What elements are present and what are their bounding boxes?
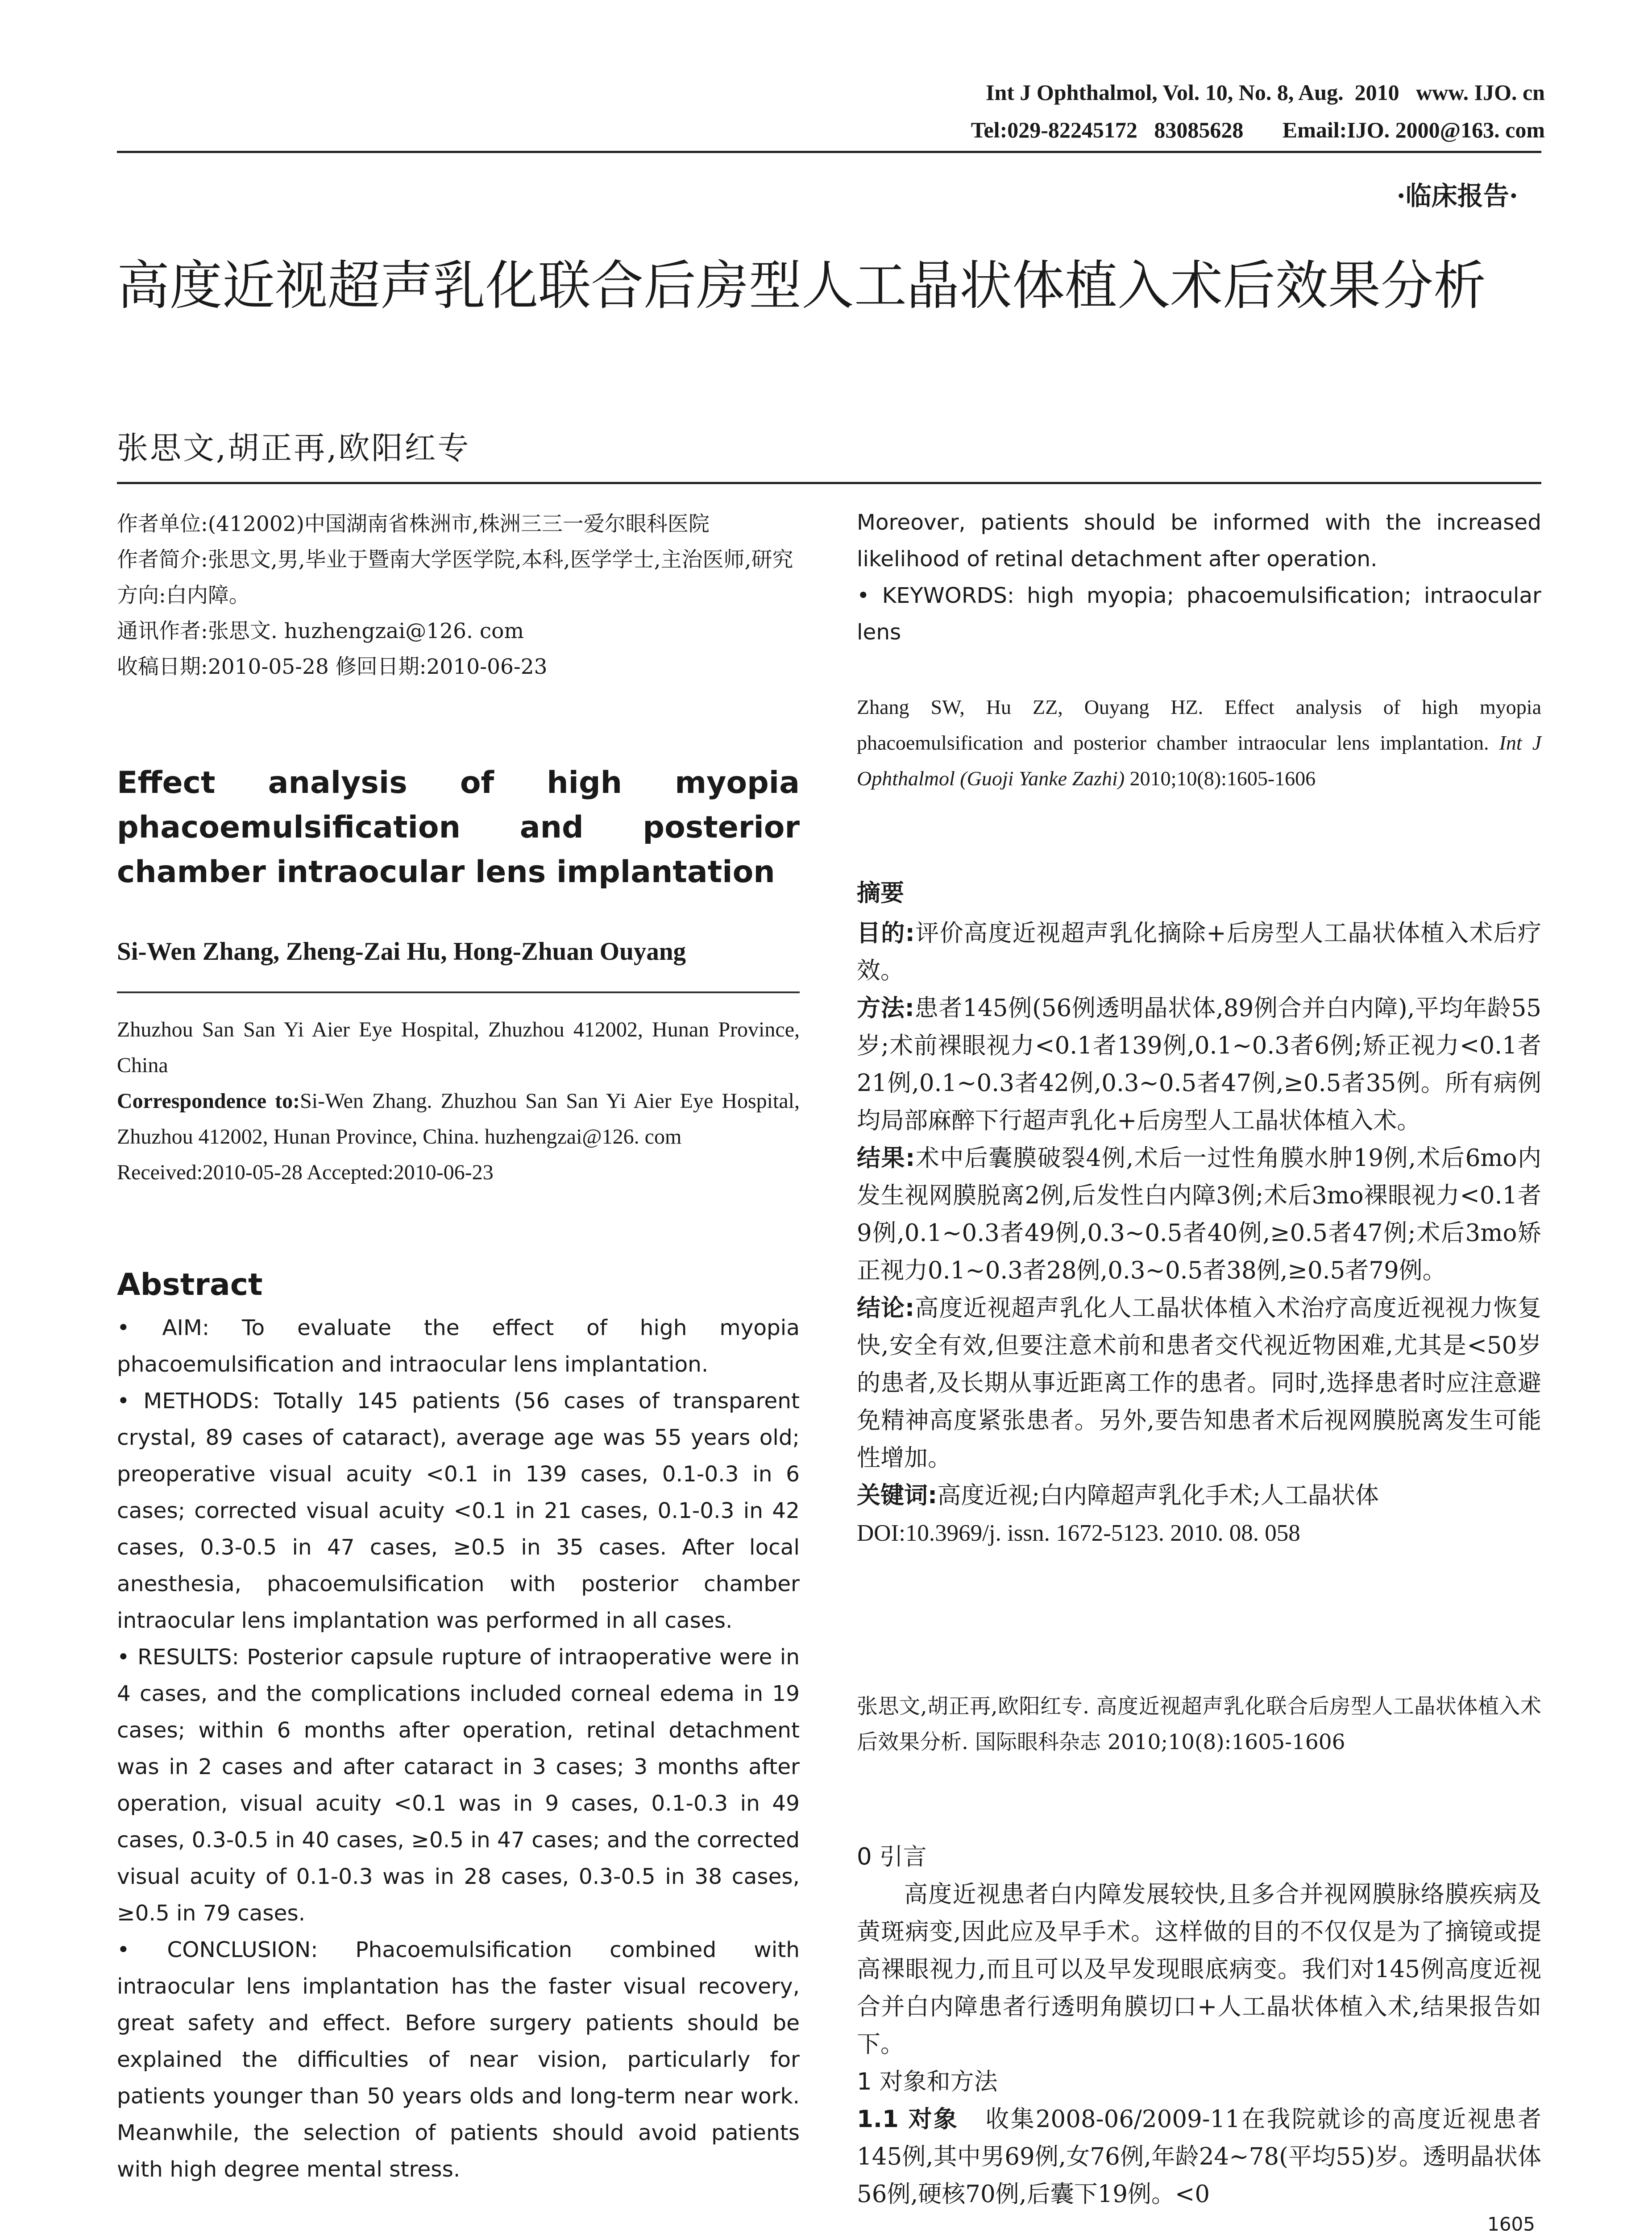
results-cn-label: 结果: bbox=[857, 1145, 915, 1172]
intro-heading: 0 引言 bbox=[857, 1843, 927, 1870]
author-info bbox=[117, 506, 800, 685]
authors-en: Si-Wen Zhang, Zheng-Zai Hu, Hong-Zhuan Ouyang bbox=[117, 937, 686, 966]
received-dates-en: Received:2010-05-28 Accepted:2010-06-23 bbox=[117, 1161, 494, 1184]
citation-en-journal: Int J Ophthalmol (Guoji Yanke Zazhi) bbox=[857, 731, 1541, 790]
introduction bbox=[857, 1838, 1541, 2213]
abstract-cn-heading: 摘要 bbox=[857, 879, 904, 907]
abstract-en-body bbox=[117, 1310, 800, 2188]
page-title: 高度近视超声乳化联合后房型人工晶状体植入术后效果分析 bbox=[117, 255, 1486, 316]
abstract-conclusion: • CONCLUSION: Phacoemulsification combined with intraocular lens implantation has the faster visual recovery, great safety and effect. Before surgery patients should be explained the difficulties of near vision, particularly for patients younger than 50 years olds and long-term near work. Meanwhile, the selection of patients should avoid patients with high degree mental stress. bbox=[117, 1937, 800, 2182]
correspondence-label: Correspondence to: bbox=[117, 1089, 300, 1113]
abstract-conclusion-cont: Moreover, patients should be informed with the increased likelihood of retinal detachment after operation. bbox=[857, 510, 1541, 572]
section1-sub-label: 1.1 对象 bbox=[857, 2106, 959, 2133]
abstract-aim: • AIM: To evaluate the effect of high myopia phacoemulsification and intraocular lens implantation. bbox=[117, 1315, 800, 1377]
citation-en-text: Zhang SW, Hu ZZ, Ouyang HZ. Effect analysis of high myopia phacoemulsification and posterior chamber intraocular lens implantation. bbox=[857, 696, 1541, 754]
header-rule bbox=[117, 151, 1541, 153]
citation-cn-block bbox=[857, 1689, 1541, 1760]
affiliation bbox=[117, 1012, 800, 1190]
keywords-cn-text: 高度近视;白内障超声乳化手术;人工晶状体 bbox=[937, 1482, 1379, 1509]
authors-rule bbox=[117, 991, 800, 993]
author-bio: 作者简介:张思文,男,毕业于暨南大学医学院,本科,医学学士,主治医师,研究方向:白内障。 bbox=[117, 547, 793, 608]
aim-cn-text: 评价高度近视超声乳化摘除+后房型人工晶状体植入术后疗效。 bbox=[857, 920, 1541, 984]
title-rule bbox=[117, 482, 1541, 484]
journal-header-line1: Int J Ophthalmol, Vol. 10, No. 8, Aug. 2010 www. IJO. cn bbox=[985, 80, 1545, 105]
correspondence bbox=[117, 1083, 800, 1155]
conclusion-cn-label: 结论: bbox=[857, 1294, 915, 1322]
section-tag: ·临床报告· bbox=[1396, 181, 1518, 211]
conclusion-cn-text: 高度近视超声乳化人工晶状体植入术治疗高度近视视力恢复快,安全有效,但要注意术前和患者交代视近物困难,尤其是<50岁的患者,及长期从事近距离工作的患者。同时,选择患者时应注意避免精神高度紧张患者。另外,要告知患者术后视网膜脱离发生可能性增加。 bbox=[857, 1294, 1542, 1472]
affiliation-text: Zhuzhou San San Yi Aier Eye Hospital, Zhuzhou 412002, Hunan Province, China bbox=[117, 1018, 800, 1077]
correspondence-text: Si-Wen Zhang. Zhuzhou San San Yi Aier Eye Hospital, Zhuzhou 412002, Hunan Province, China. huzhengzai@126. com bbox=[117, 1089, 800, 1149]
abstract-cn bbox=[857, 875, 1541, 1552]
section1-sub-text: 收集2008-06/2009-11在我院就诊的高度近视患者145例,其中男69例,女76例,年龄24~78(平均55)岁。透明晶状体56例,硬核70例,后囊下19例。<0 bbox=[857, 2106, 1541, 2208]
page-number: 1605 bbox=[1487, 2213, 1535, 2231]
results-cn-text: 术中后囊膜破裂4例,术后一过性角膜水肿19例,术后6mo内发生视网膜脱离2例,后发性白内障3例;术后3mo裸眼视力<0.1者9例,0.1~0.3者49例,0.3~0.5者40例,≥0.5者47例;术后3mo矫正视力0.1~0.3者28例,0.3~0.5者38例,≥0.5者79例。 bbox=[857, 1145, 1541, 1284]
keywords-cn-label: 关键词: bbox=[857, 1482, 938, 1509]
methods-cn-label: 方法: bbox=[857, 995, 914, 1022]
methods-cn-text: 患者145例(56例透明晶状体,89例合并白内障),平均年龄55岁;术前裸眼视力<0.1者139例,0.1~0.3者6例;矫正视力<0.1者21例,0.1~0.3者42例,0.3~0.5者47例,≥0.5者35例。所有病例均局部麻醉下行超声乳化+后房型人工晶状体植入术。 bbox=[857, 995, 1542, 1134]
intro-paragraph: 高度近视患者白内障发展较快,且多合并视网膜脉络膜疾病及黄斑病变,因此应及早手术。这样做的目的不仅仅是为了摘镜或提高裸眼视力,而且可以及早发现眼底病变。我们对145例高度近视合并白内障患者行透明角膜切口+人工晶状体植入术,结果报告如下。 bbox=[857, 1881, 1541, 2058]
english-title: Effect analysis of high myopia phacoemulsification and posterior chamber intraocular lens implantation bbox=[117, 765, 800, 890]
abstract-en-continued bbox=[857, 504, 1541, 651]
journal-header-line2: Tel:029-82245172 83085628 Email:IJO. 2000@163. com bbox=[971, 117, 1545, 142]
citation-en-tail: 2010;10(8):1605-1606 bbox=[1129, 767, 1316, 790]
abstract-results: • RESULTS: Posterior capsule rupture of intraoperative were in 4 cases, and the complications included corneal edema in 19 cases; within 6 months after operation, retinal detachment was in 2 cases and after cataract in 3 cases; 3 months after operation, visual acuity <0.1 was in 9 cases, 0.1-0.3 in 49 cases, 0.3-0.5 in 40 cases, ≥0.5 in 47 cases; and the corrected visual acuity of 0.1-0.3 was in 28 cases, 0.3-0.5 in 38 cases, ≥0.5 in 79 cases. bbox=[117, 1645, 800, 1926]
citation-cn: 张思文,胡正再,欧阳红专. 高度近视超声乳化联合后房型人工晶状体植入术后效果分析. 国际眼科杂志 2010;10(8):1605-1606 bbox=[857, 1694, 1541, 1754]
corresponding-author: 通讯作者:张思文. huzhengzai@126. com bbox=[117, 619, 524, 643]
authors-cn: 张思文,胡正再,欧阳红专 bbox=[117, 430, 471, 466]
abstract-heading: Abstract bbox=[117, 1267, 263, 1302]
received-dates-cn: 收稿日期:2010-05-28 修回日期:2010-06-23 bbox=[117, 655, 548, 679]
section1-heading: 1 对象和方法 bbox=[857, 2068, 998, 2095]
abstract-methods: • METHODS: Totally 145 patients (56 cases of transparent crystal, 89 cases of cataract), average age was 55 years old; preoperative visual acuity <0.1 in 139 cases, 0.1-0.3 in 6 cases; corrected visual acuity <0.1 in 21 cases, 0.1-0.3 in 42 cases, 0.3-0.5 in 47 cases, ≥0.5 in 35 cases. After local anesthesia, phacoemulsification with posterior chamber intraocular lens implantation was performed in all cases. bbox=[117, 1389, 800, 1633]
doi: DOI:10.3969/j. issn. 1672-5123. 2010. 08. 058 bbox=[857, 1520, 1300, 1546]
abstract-keywords: • KEYWORDS: high myopia; phacoemulsification; intraocular lens bbox=[857, 583, 1541, 645]
citation-en bbox=[857, 689, 1541, 796]
author-unit: 作者单位:(412002)中国湖南省株洲市,株洲三三一爱尔眼科医院 bbox=[117, 512, 710, 536]
aim-cn-label: 目的: bbox=[857, 920, 915, 947]
